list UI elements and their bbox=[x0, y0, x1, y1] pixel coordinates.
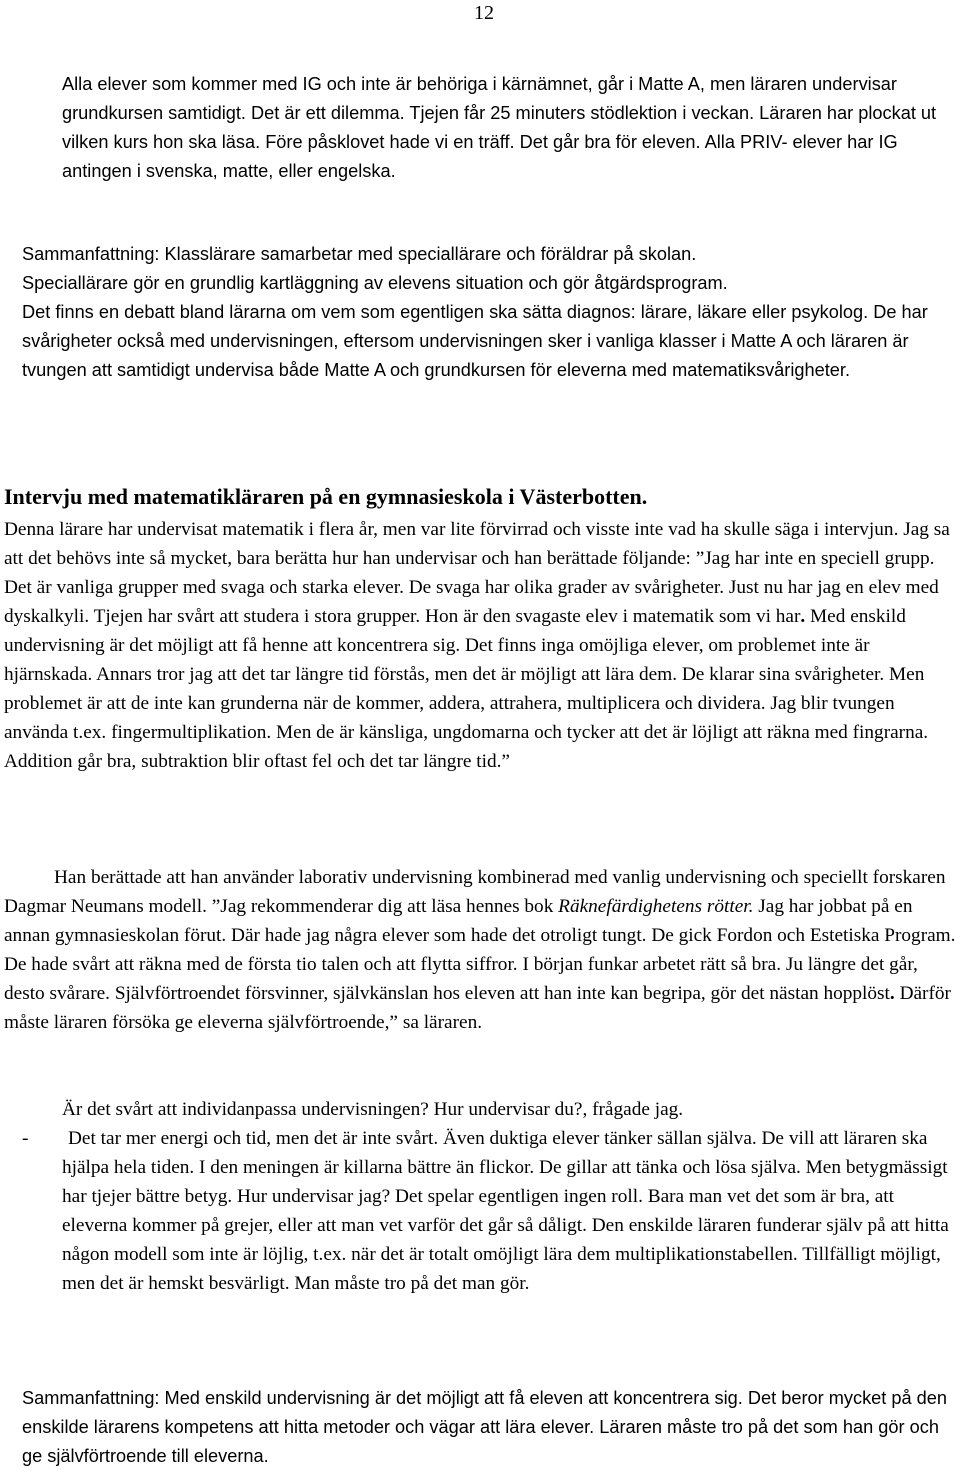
page-number: 12 bbox=[474, 2, 494, 24]
interview-paragraph-2-part-a: Han berättade att han använder laborativ undervisning kombinerad med vanlig undervisning och speciellt forskaren Dagmar Neumans modell. ”Jag rekommenderar dig att läsa hennes bok bbox=[4, 867, 946, 917]
interview-paragraph-2-bold-dot: . bbox=[889, 983, 895, 1004]
interview-paragraph-1-bold-dot: . bbox=[800, 606, 806, 627]
interview-paragraph-2 bbox=[4, 863, 956, 1037]
answer-bullet-dash: - bbox=[22, 1128, 29, 1149]
interview-question: Är det svårt att individanpassa undervisningen? Hur undervisar du?, frågade jag. bbox=[62, 1099, 684, 1120]
book-title: Räknefärdighetens rötter. bbox=[558, 896, 754, 917]
intro-paragraph: Alla elever som kommer med IG och inte är behöriga i kärnämnet, går i Matte A, men läraren undervisar grundkursen samtidigt. Det är ett dilemma. Tjejen får 25 minuters stödlektion i veckan. Läraren har plockat ut vilken kurs hon ska läsa. Före påsklovet hade vi en träff. Det går bra för eleven. Alla PRIV- elever har IG antingen i svenska, matte, eller engelska. bbox=[62, 74, 937, 181]
interview-paragraph-1 bbox=[4, 515, 956, 776]
summary-1-sentence-3: Det finns en debatt bland lärarna om vem som egentligen ska sätta diagnos: lärare, läkare eller psykolog. De har svårigheter också med undervisningen, eftersom undervisningen sker i vanliga klasser i Matte A och läraren är tvungen att samtidigt undervisa både Matte A och grundkursen för eleverna med matematiksvårigheter. bbox=[22, 302, 928, 380]
summary-2: Sammanfattning: Med enskild undervisning är det möjligt att få eleven att koncentrera sig. Det beror mycket på den enskilde lärarens kompetens att hitta metoder och vägar att lära elever. Läraren måste tro på det som han gör och ge självförtroende till eleverna. bbox=[22, 1388, 948, 1466]
interview-paragraph-1-part-a: Denna lärare har undervisat matematik i flera år, men var lite förvirrad och visste inte vad ha skulle säga i intervjun. Jag sa att det behövs inte så mycket, bara berätta hur han undervisar och han berättade följande: ”Jag har inte en speciell grupp. Det är vanliga grupper med svaga och starka elever. De svaga har olika grader av svårigheter. Just nu har jag en elev med dyskalkyli. Tjejen har svårt att studera i stora grupper. Hon är den svagaste elev i matematik som vi har bbox=[4, 519, 950, 627]
summary-1-sentence-1: Sammanfattning: Klasslärare samarbetar med speciallärare och föräldrar på skolan. bbox=[22, 244, 697, 264]
interview-heading: Intervju med matematikläraren på en gymnasieskola i Västerbotten. bbox=[4, 484, 648, 509]
interview-paragraph-1-part-b: Med enskild undervisning är det möjligt att få henne att koncentrera sig. Det finns inga omöjliga elever, om problemet inte är hjärnskada. Annars tror jag att det tar längre tid förstås, men det är möjligt att lära dem. De klarar sina svårigheter. Men problemet är att de inte kan grunderna när de kommer, addera, attrahera, multiplicera och dividera. Jag blir tvungen använda t.ex. fingermultiplikation. Men de är känsliga, ungdomarna och tycker att det är löjligt att räkna med fingrarna. Addition går bra, subtraktion blir oftast fel och det tar längre tid.” bbox=[4, 606, 929, 772]
interview-paragraph-2-part-b: Jag har jobbat på en annan gymnasieskolan förut. Där hade jag några elever som hade det otroligt tungt. De gick Fordon och Estetiska Program. De hade svårt att räkna med de första tio talen och att flytta siffror. I början funkar arbetet rätt så bra. Ju längre det går, desto svårare. Självförtroendet försvinner, självkänslan hos eleven att han inte kan begripa, gör det nästan hopplöst bbox=[4, 896, 956, 1004]
summary-1-sentence-2: Speciallärare gör en grundlig kartläggning av elevens situation och gör åtgärdsprogram. bbox=[22, 273, 728, 293]
interview-answer: Det tar mer energi och tid, men det är inte svårt. Även duktiga elever tänker sällan själva. De vill att läraren ska hjälpa hela tiden. I den meningen är killarna bättre än flickor. De gillar att tänka och lösa själva. Men betygmässigt har tjejer bättre betyg. Hur undervisar jag? Det spelar egentligen ingen roll. Bara man vet det som är bra, att eleverna kommer på grejer, eller att man vet varför det går så dåligt. Den enskilde läraren funderar själv på att hitta någon modell som inte är löjlig, t.ex. när det är totalt omöjligt lära dem multiplikationstabellen. Tillfälligt möjligt, men det är hemskt besvärligt. Man måste tro på det man gör. bbox=[62, 1128, 949, 1294]
summary-1 bbox=[22, 240, 958, 385]
interview-paragraph-2-part-c: Därför måste läraren försöka ge eleverna självförtroende,” sa läraren. bbox=[4, 983, 951, 1033]
